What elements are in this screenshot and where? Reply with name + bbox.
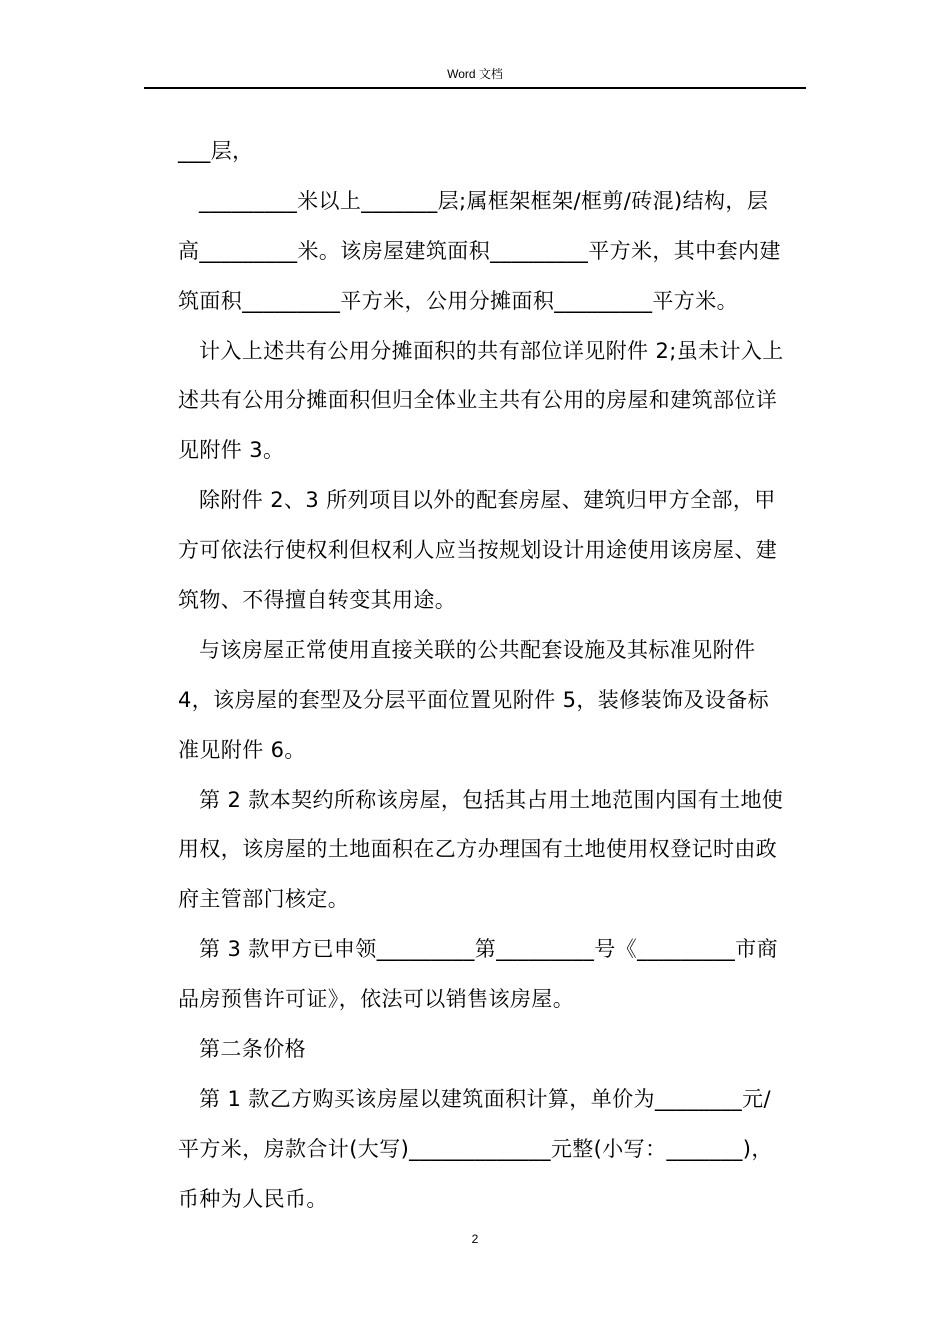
text-line: 第 2 款本契约所称该房屋，包括其占用土地范围内国有土地使	[199, 787, 784, 812]
text-line: 品房预售许可证》，依法可以销售该房屋。	[178, 987, 575, 1012]
text-line: 4，该房屋的套型及分层平面位置见附件 5，装修装饰及设备标	[178, 687, 769, 712]
text-line: 币种为人民币。	[178, 1186, 328, 1211]
document-body	[178, 127, 808, 1225]
text-line: ___层，	[178, 139, 254, 163]
text-line: 计入上述共有公用分摊面积的共有部位详见附件 2;虽未计入上	[199, 338, 784, 363]
page-header: Word 文档	[447, 67, 503, 81]
page-number: 2	[471, 1232, 479, 1246]
text-line: 第 3 款甲方已申领_________第_________号《_________市商	[199, 937, 779, 962]
text-line: 与该房屋正常使用直接关联的公共配套设施及其标准见附件	[199, 637, 756, 662]
text-line: 筑物、不得擅自转变其用途。	[178, 588, 457, 613]
text-line: 筑面积_________平方米，公用分摊面积_________平方米。	[178, 288, 738, 313]
text-line: 述共有公用分摊面积但归全体业主共有公用的房屋和建筑部位详	[178, 388, 778, 413]
text-line: 见附件 3。	[178, 438, 285, 463]
text-line: 用权，该房屋的土地面积在乙方办理国有土地使用权登记时由政	[178, 837, 778, 862]
text-line: 府主管部门核定。	[178, 887, 350, 912]
text-line: 高_________米。该房屋建筑面积_________平方米，其中套内建	[178, 238, 781, 263]
text-line: 第 1 款乙方购买该房屋以建筑面积计算，单价为________元/	[199, 1086, 771, 1111]
text-line: 第二条价格	[199, 1037, 306, 1062]
text-line: 方可依法行使权利但权利人应当按规划设计用途使用该房屋、建	[178, 538, 778, 563]
header-divider	[144, 87, 806, 89]
text-line: _________米以上_______层;属框架框架/框剪/砖混)结构，层	[199, 188, 769, 213]
text-line: 准见附件 6。	[178, 737, 306, 762]
text-line: 除附件 2、3 所列项目以外的配套房屋、建筑归甲方全部，甲	[199, 488, 776, 513]
text-line: 平方米，房款合计(大写)_____________元整(小写：_______)，	[178, 1136, 773, 1161]
